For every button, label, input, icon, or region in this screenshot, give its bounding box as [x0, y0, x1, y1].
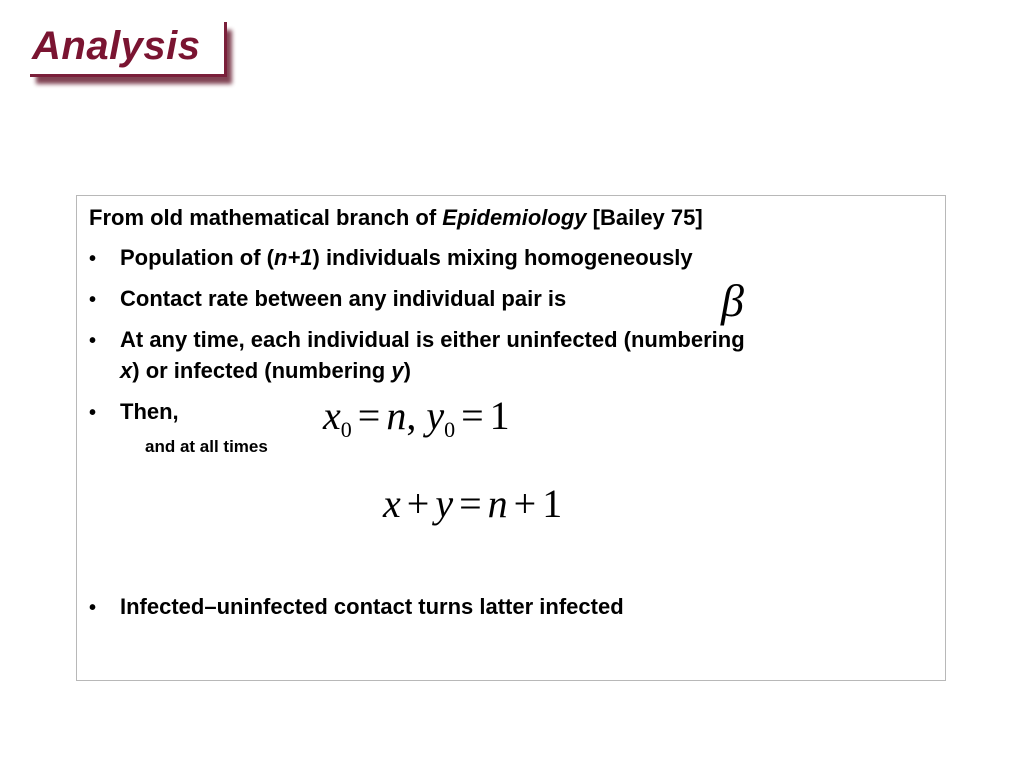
formula-initial: $x_0 = n$, $y_0 = 1$ [323, 393, 510, 442]
bullet-dot: • [89, 289, 97, 311]
beta-symbol: β [721, 275, 744, 326]
bullet-state-line1: At any time, each individual is either uninfected (numbering [120, 327, 745, 352]
intro-emphasis: Epidemiology [442, 205, 587, 230]
var-y: y [391, 358, 404, 383]
title-box [30, 22, 227, 77]
intro-suffix: [Bailey 75] [586, 205, 703, 230]
bullet-dot: • [89, 597, 97, 619]
bullet-state-mid: ) or infected (numbering [132, 358, 392, 383]
formula-total: x + y = n + 1 [383, 481, 563, 526]
bullet-then: Then, [120, 399, 179, 424]
bullet-population-b: ) individuals mixing homogeneously [312, 245, 693, 270]
bullet-dot: • [89, 330, 97, 352]
var-x: x [120, 358, 133, 383]
sub-note: and at all times [145, 437, 268, 456]
intro-line [89, 205, 703, 231]
intro-prefix: From old mathematical branch of [89, 205, 443, 230]
bullet-state-line2 [120, 358, 411, 384]
bullet-dot: • [89, 248, 97, 270]
content-box [76, 195, 946, 681]
bullet-population-a: Population of ( [120, 245, 274, 270]
bullet-contact-rate: Contact rate between any individual pair is [120, 286, 567, 311]
bullet-infection: Infected–uninfected contact turns latter infected [120, 594, 624, 619]
bullet-dot: • [89, 402, 97, 424]
bullet-population [120, 245, 693, 271]
slide-title: Analysis [32, 24, 201, 68]
bullet-state-end: ) [403, 358, 411, 383]
slide-title-container [30, 22, 227, 77]
bullet-population-em: n+1 [273, 245, 313, 270]
